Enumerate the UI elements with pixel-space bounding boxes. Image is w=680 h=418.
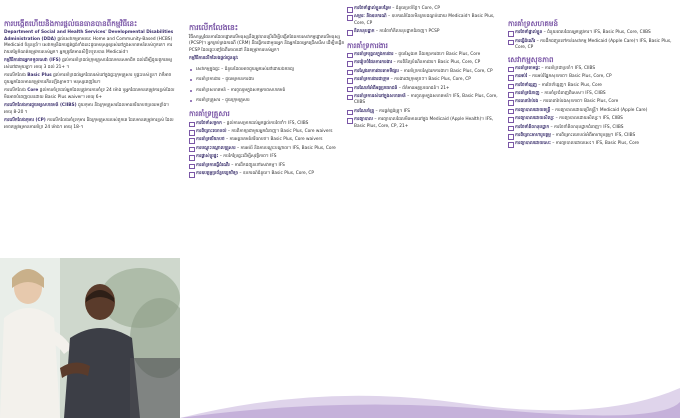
item-title: ការណែនាំគ្រូ [354, 108, 375, 114]
cp-label: ការលើកលែងកុមារ (CP) [4, 118, 46, 124]
item-text: – ការដឹកជញ្ជូនទៅកាន់សេវាកម្ម Medicaid (Apple Care)។ IFS, Basic Plus, Core, CP [515, 38, 672, 51]
item-text: – ការផ្គត់ផ្គង់គ្រូ។ IFS [375, 108, 411, 114]
checkbox-icon [347, 53, 353, 59]
core-paragraph [0, 88, 180, 101]
waiver-subheading: កម្មវិធីការលើកលែងផ្តល់ជូននូវ: [189, 56, 239, 62]
list-item [347, 94, 505, 107]
item-title: ការពិគ្រោះអាហារូបត្ថម្ភ [515, 133, 551, 139]
list-item [508, 141, 680, 147]
list-item [189, 154, 349, 160]
list-item [508, 125, 680, 131]
item-text: – ជួយស្វែងរក និងរក្សាការងារ។ Basic Plus, Core [394, 51, 481, 57]
item-title: ការថែទាំធ្មេញ [515, 82, 537, 88]
item-title: ការធ្វើដំណើរ [515, 38, 536, 44]
item-text: – ការព្យាបាលដោយប្រើតន្ត្រី។ Medicaid (Apple Care) [551, 107, 648, 113]
item-title: ការធានារ៉ាប់រង [515, 99, 539, 105]
checkbox-icon [508, 75, 514, 81]
item-title: ការព្យាបាលដោយសិល្បៈ [515, 116, 555, 122]
family-support-heading: ការគាំទ្រគ្រួសារ [189, 109, 230, 119]
list-item [508, 66, 680, 72]
checkbox-icon [347, 70, 353, 76]
list-item [347, 109, 505, 115]
checkbox-icon [508, 84, 514, 90]
caregiver-photo [0, 258, 180, 418]
org-name: Department of Social and Health Services' Developmental Disabilities Administration (DDA) [4, 30, 174, 42]
item-title: ការណែនាំអំពីអត្ថប្រយោជន៍ [354, 85, 398, 91]
ciibs-paragraph [0, 103, 180, 116]
item-title: ការថែទាំផ្ទាល់ខ្លួនបន្ថែម [354, 6, 391, 11]
item-title: ការគាំទ្រការធ្វើដំណើរ [196, 162, 230, 168]
checkbox-icon [508, 100, 514, 106]
item-text: – ការគាំទ្រជាប្រចាំ។ IFS, CIIBS [541, 65, 596, 71]
health-heading: សេវាកម្មសុខភាព [508, 54, 554, 64]
top-service-list [347, 6, 505, 36]
item-title: ការរៀបចំផែនការការងារ [354, 60, 393, 66]
item-text: – ការពិគ្រោះយោបល់អំពីអាហារូបត្ថម្ភ។ IFS, CIIBS [552, 133, 636, 139]
item-text: – ការពិនិត្យបំណិនការងារ។ Basic Plus, Core, CP [393, 60, 481, 66]
ciibs-label: ការលើកលែងការជួយឲ្យសហគមន៍ (CIIBS) [4, 103, 77, 109]
list-item [347, 29, 505, 35]
employment-heading: ការគាំទ្រការងារ [347, 40, 388, 50]
list-item [347, 60, 505, 66]
item-title: ការឧបត្ថម្ភប្រព័ន្ធបច្ចេកវិទ្យា [196, 171, 239, 177]
checkbox-icon [347, 78, 353, 84]
item-title: ការគាំទ្រការរស់នៅក្នុងសហគមន៍ [354, 93, 406, 99]
list-item [508, 99, 680, 105]
checkbox-icon [508, 92, 514, 98]
item-title: ការគាំទ្រការងារជាក្រុម [354, 77, 390, 83]
item-title: ការគាំទ្របុគ្គលក្នុងការងារ [354, 51, 394, 57]
list-item [347, 86, 505, 92]
bullet-text: ការគាំទ្រសហគមន៍ – ការចូលរួមក្នុងសកម្មភាពសហគមន៍ [196, 87, 286, 93]
checkbox-icon [189, 147, 195, 153]
list-item [189, 67, 349, 73]
column-waiver-info [183, 0, 349, 418]
item-text: – ការធានារ៉ាប់រងសុខភាព។ Basic Plus, Core [539, 99, 619, 105]
core-text: ផ្តល់ការគាំទ្រដល់អ្នកដែលត្រូវការការគាំទ្រ 24 ម៉ោង ឬអ្នកដែលមានតម្រូវការខ្ពស់ដែលមិនអាចបំពេញបានដោយ Basic Plus waiver។ អាយុ 6+ [4, 88, 175, 100]
list-item [189, 121, 349, 127]
checkbox-icon [189, 130, 195, 136]
checkbox-icon [189, 172, 195, 178]
checkbox-icon [508, 31, 514, 37]
list-item [189, 129, 349, 135]
item-text: – ឧបករណ៍ជំនួយ។ Basic Plus, Core, CP [239, 171, 314, 177]
item-text: – ព័ត៌មានអត្ថប្រយោជន៍។ 21+ [398, 85, 450, 91]
ifs-paragraph [0, 58, 180, 71]
basic-plus-text: ផ្តល់ការគាំទ្រដល់អ្នកដែលរស់នៅក្នុងផ្ទះក្រុមគ្រួសារ ឬផ្ទះរបស់ខ្លួន។ វាក៏អាចជួយអ្នកដែលមានតម្រូវការកើនឡើងភ្លាមៗ។ មនុស្សពេញវ័យ។ [4, 73, 172, 85]
item-title: ការស្វែងរកការងារតាមទីផ្សារ [354, 68, 399, 74]
item-title: ការថែទាំគិលានុបដ្ឋាក [515, 124, 550, 130]
list-item [347, 77, 505, 83]
bullet-text: ការគាំទ្រគ្រួសារ – ជួយក្រុមគ្រួសារ [196, 97, 250, 103]
checkbox-icon [508, 134, 514, 140]
item-text: – ផ្តល់ការសម្រាកដល់អ្នកផ្តល់ការថែទាំ។ IFS, CIIBS [223, 120, 309, 126]
item-text: – ជំនួយពេលដែលអ្នកត្រូវការ។ IFS, Basic Plus, Core, CIIBS [543, 30, 651, 36]
item-title: ការពិគ្រោះយោបល់ [196, 129, 227, 135]
checkbox-icon [347, 118, 353, 124]
item-text: – ការអប់រំ និងការបណ្តុះបណ្តាល។ IFS, Basic Plus, Core [236, 145, 336, 151]
list-item [347, 52, 505, 58]
item-text: – ការងារជាក្រុមតូចៗ។ Basic Plus, Core, CP [390, 77, 471, 83]
column-community [504, 0, 680, 418]
list-item [347, 117, 505, 130]
list-item [508, 108, 680, 114]
column-employment [343, 0, 505, 418]
core-label: Core [27, 88, 39, 94]
ifs-label: កម្មវិធីការងារអ្នកទទួលសេវា (IFS) [4, 58, 61, 64]
item-text: – ការពិភាក្សាជាមួយអ្នកជំនាញ។ Basic Plus, Core waivers [227, 129, 333, 135]
community-heading: ការគាំទ្រសហគមន៍ [508, 19, 559, 28]
checkbox-icon [347, 110, 353, 116]
ifs-text: ផ្តល់ការគាំទ្រដល់ក្រុមគ្រួសារដែលមានសមាជិក ដល់ដើម្បីជួយពួកគេឲ្យរស់នៅជាមួយគ្នា។ អាយុ 3 ដល់ 21+ ។ [4, 58, 173, 70]
item-text: – ការចូលរួមក្នុងសហគមន៍។ IFS, Basic Plus, Core, CIIBS [354, 93, 498, 106]
checkbox-icon [189, 155, 195, 161]
item-title: សម្ភារៈ និងឧបករណ៍ [354, 14, 387, 20]
core-prefix: ការលើកលែង [4, 88, 26, 94]
waiver-intro: វិធីសាស្ត្រផែនការដែលផ្តោតលើមនុស្សនឹងត្រូវបានប្រើដើម្បីបង្កើតផែនការសេវាកម្មផ្តោតលើមនុស្ស (PCSP)។ អ្នកគ្រប់គ្រងករណី (CRM) នឹងធ្វើការជាមួយអ្នក និងអ្នកដែលអ្នកជ្រើសរើស ដើម្បីបង្កើត PCSP ដែលឆ្លុះបញ្ចាំងពីគោលដៅ និងតម្រូវការរបស់អ្នក។ [189, 34, 345, 53]
intro-heading: ការបង្កើតហើយនិងការផ្តល់ធនធានបានពីកម្មវិធីនេះ [4, 19, 138, 28]
checkbox-icon [508, 126, 514, 132]
item-text: – ការកែប្រែផ្ទះដើម្បីសុវត្ថិភាព។ IFS [219, 154, 277, 160]
waiver-bullet-list [189, 67, 349, 105]
bullet-text: ការគាំទ្រការងារ – ជួយឲ្យមានការងារ [196, 77, 254, 83]
checkbox-icon [347, 61, 353, 67]
checkbox-icon [189, 138, 195, 144]
org-description: ផ្តល់សេវាកម្មតាមរយៈ Home and Community-Based (HCBS) Medicaid ចំនួនប្រាំ។ សេវាកម្មនិងការផ្គត់ផ្គង់ទាំងនេះជួយមនុស្សឲ្យរស់នៅក្នុងសហគមន៍របស់ពួកគេ។ ការវាយតម្លៃកំណត់តម្រូវការរបស់អ្នក។ អ្នកត្រូវតែមានសិទ្ធិទទួលបាន Medicaid។ [4, 36, 173, 55]
list-item [189, 146, 349, 152]
item-title: ការគាំទ្រជំនាញ [515, 91, 540, 96]
bullet-icon [190, 100, 192, 102]
item-title: ការថែទាំសម្រាក [196, 120, 222, 126]
checkbox-icon [508, 40, 514, 46]
checkbox-icon [347, 30, 353, 36]
item-text: – ការគាំទ្រជំនាញពិសេស។ IFS, CIIBS [540, 91, 606, 96]
item-title: ការព្យាបាល [354, 117, 373, 123]
item-text: – ការអន្តរាគមន៍ឥរិយាបថ។ Basic Plus, Core waivers [225, 137, 323, 143]
list-item [347, 6, 505, 12]
item-title: ការអប់រំ [515, 74, 528, 80]
waiver-heading: ការលើកលែងនេះ [189, 23, 239, 32]
list-item [189, 88, 349, 94]
item-text: – ការអប់រំផ្នែកសុខភាព។ Basic Plus, Core, CP [528, 74, 612, 80]
ciibs-text: ជួយកុមារ និងក្រុមគ្រួសារដែលមានឥរិយាបថប្រឈមខ្លាំង។ អាយុ 8-20 ។ [4, 103, 170, 115]
checkbox-icon [508, 117, 514, 123]
list-item [508, 133, 680, 139]
checkbox-icon [189, 164, 195, 170]
checkbox-icon [347, 15, 353, 21]
basic-plus-label: Basic Plus [27, 73, 52, 79]
list-item [508, 74, 680, 80]
photo-illustration [0, 258, 180, 418]
bullet-icon [190, 69, 192, 71]
item-title: ការថែទាំផ្ទាល់ខ្លួន [515, 30, 543, 36]
cp-paragraph [0, 118, 180, 131]
checkbox-icon [508, 67, 514, 73]
family-support-list [189, 121, 349, 178]
bullet-icon [190, 90, 192, 92]
item-title: ការព្យាបាលដោយតន្ត្រី [515, 107, 551, 113]
item-text: – ជំនួយប្រចាំថ្ងៃ។ Core, CP [392, 6, 440, 11]
health-list [508, 66, 680, 148]
list-item [508, 91, 680, 97]
list-item [508, 116, 680, 122]
bullet-text: សេវាកម្មក្នុងផ្ទះ – ជំនួយដែលអាចជួយអ្នករស់នៅដោយឯករាជ្យ [196, 66, 295, 72]
list-item [347, 69, 505, 75]
checkbox-icon [189, 122, 195, 128]
item-text: – ការព្យាបាលដែលមិនមាននៅក្នុង Medicaid (Apple Health)។ IFS, Basic Plus, Core, CP, 21+ [354, 117, 494, 129]
intro-paragraph [0, 30, 180, 56]
item-title: ការគាំទ្រតាមផ្ទះ [515, 65, 540, 71]
item-text: – ការដឹកជញ្ជូនទៅសេវាកម្ម។ IFS [231, 162, 285, 168]
list-item [189, 163, 349, 169]
item-text: – ការថែទាំធ្មេញ។ Basic Plus, Core [538, 82, 602, 88]
item-title: គិលានុបដ្ឋាក [354, 29, 375, 35]
list-item [508, 30, 680, 36]
basic-plus-paragraph [0, 73, 180, 86]
item-title: ការព្យាបាលដោយសេះ [515, 141, 551, 147]
list-item [189, 171, 349, 177]
item-text: – ការគាំទ្រការស្វែងរកការងារ។ Basic Plus, Core, CP [400, 68, 493, 74]
basic-plus-prefix: ការលើកលែង [4, 73, 26, 79]
checkbox-icon [347, 95, 353, 101]
list-item [347, 14, 505, 27]
list-item [189, 137, 349, 143]
checkbox-icon [508, 142, 514, 148]
item-text: – ការព្យាបាលដោយសិល្បៈ។ IFS, CIIBS [555, 116, 623, 122]
community-list [508, 30, 680, 51]
list-item [508, 39, 680, 52]
item-text: – ការព្យាបាលដោយសេះ។ IFS, Basic Plus, Core [552, 141, 640, 147]
checkbox-icon [347, 87, 353, 93]
item-text: – ការថែទាំគិលានុបដ្ឋាកជំនាញ។ IFS, CIIBS [550, 124, 624, 130]
bullet-icon [190, 79, 192, 81]
item-title: ការផ្លាស់ប្តូរផ្ទះ [196, 154, 219, 160]
checkbox-icon [347, 7, 353, 13]
item-text: – ការថែទាំគិលានុបដ្ឋាកជំនាញ។ PCSP [375, 29, 440, 35]
cp-text: ការលើកលែងគាំទ្រកុមារ និងក្រុមគ្រួសាររបស់ពួកគេ ដែលមានតម្រូវការខ្ពស់ ដែលអាចតម្រូវឲ្យមានការគាំទ្រ 24 ម៉ោង។ អាយុ 18-។ [4, 118, 174, 130]
item-text: – ឧបករណ៍ដែលមិនគ្របដណ្តប់ដោយ Medicaid។ Basic Plus, Core, CP [354, 14, 495, 26]
list-item [508, 83, 680, 89]
checkbox-icon [508, 109, 514, 115]
item-title: ការគាំទ្រឥរិយាបថ [196, 137, 225, 143]
item-title: ការបណ្តុះបណ្តាលគ្រួសារ [196, 145, 236, 151]
list-item [189, 98, 349, 104]
employment-list [347, 52, 505, 130]
list-item [189, 77, 349, 83]
